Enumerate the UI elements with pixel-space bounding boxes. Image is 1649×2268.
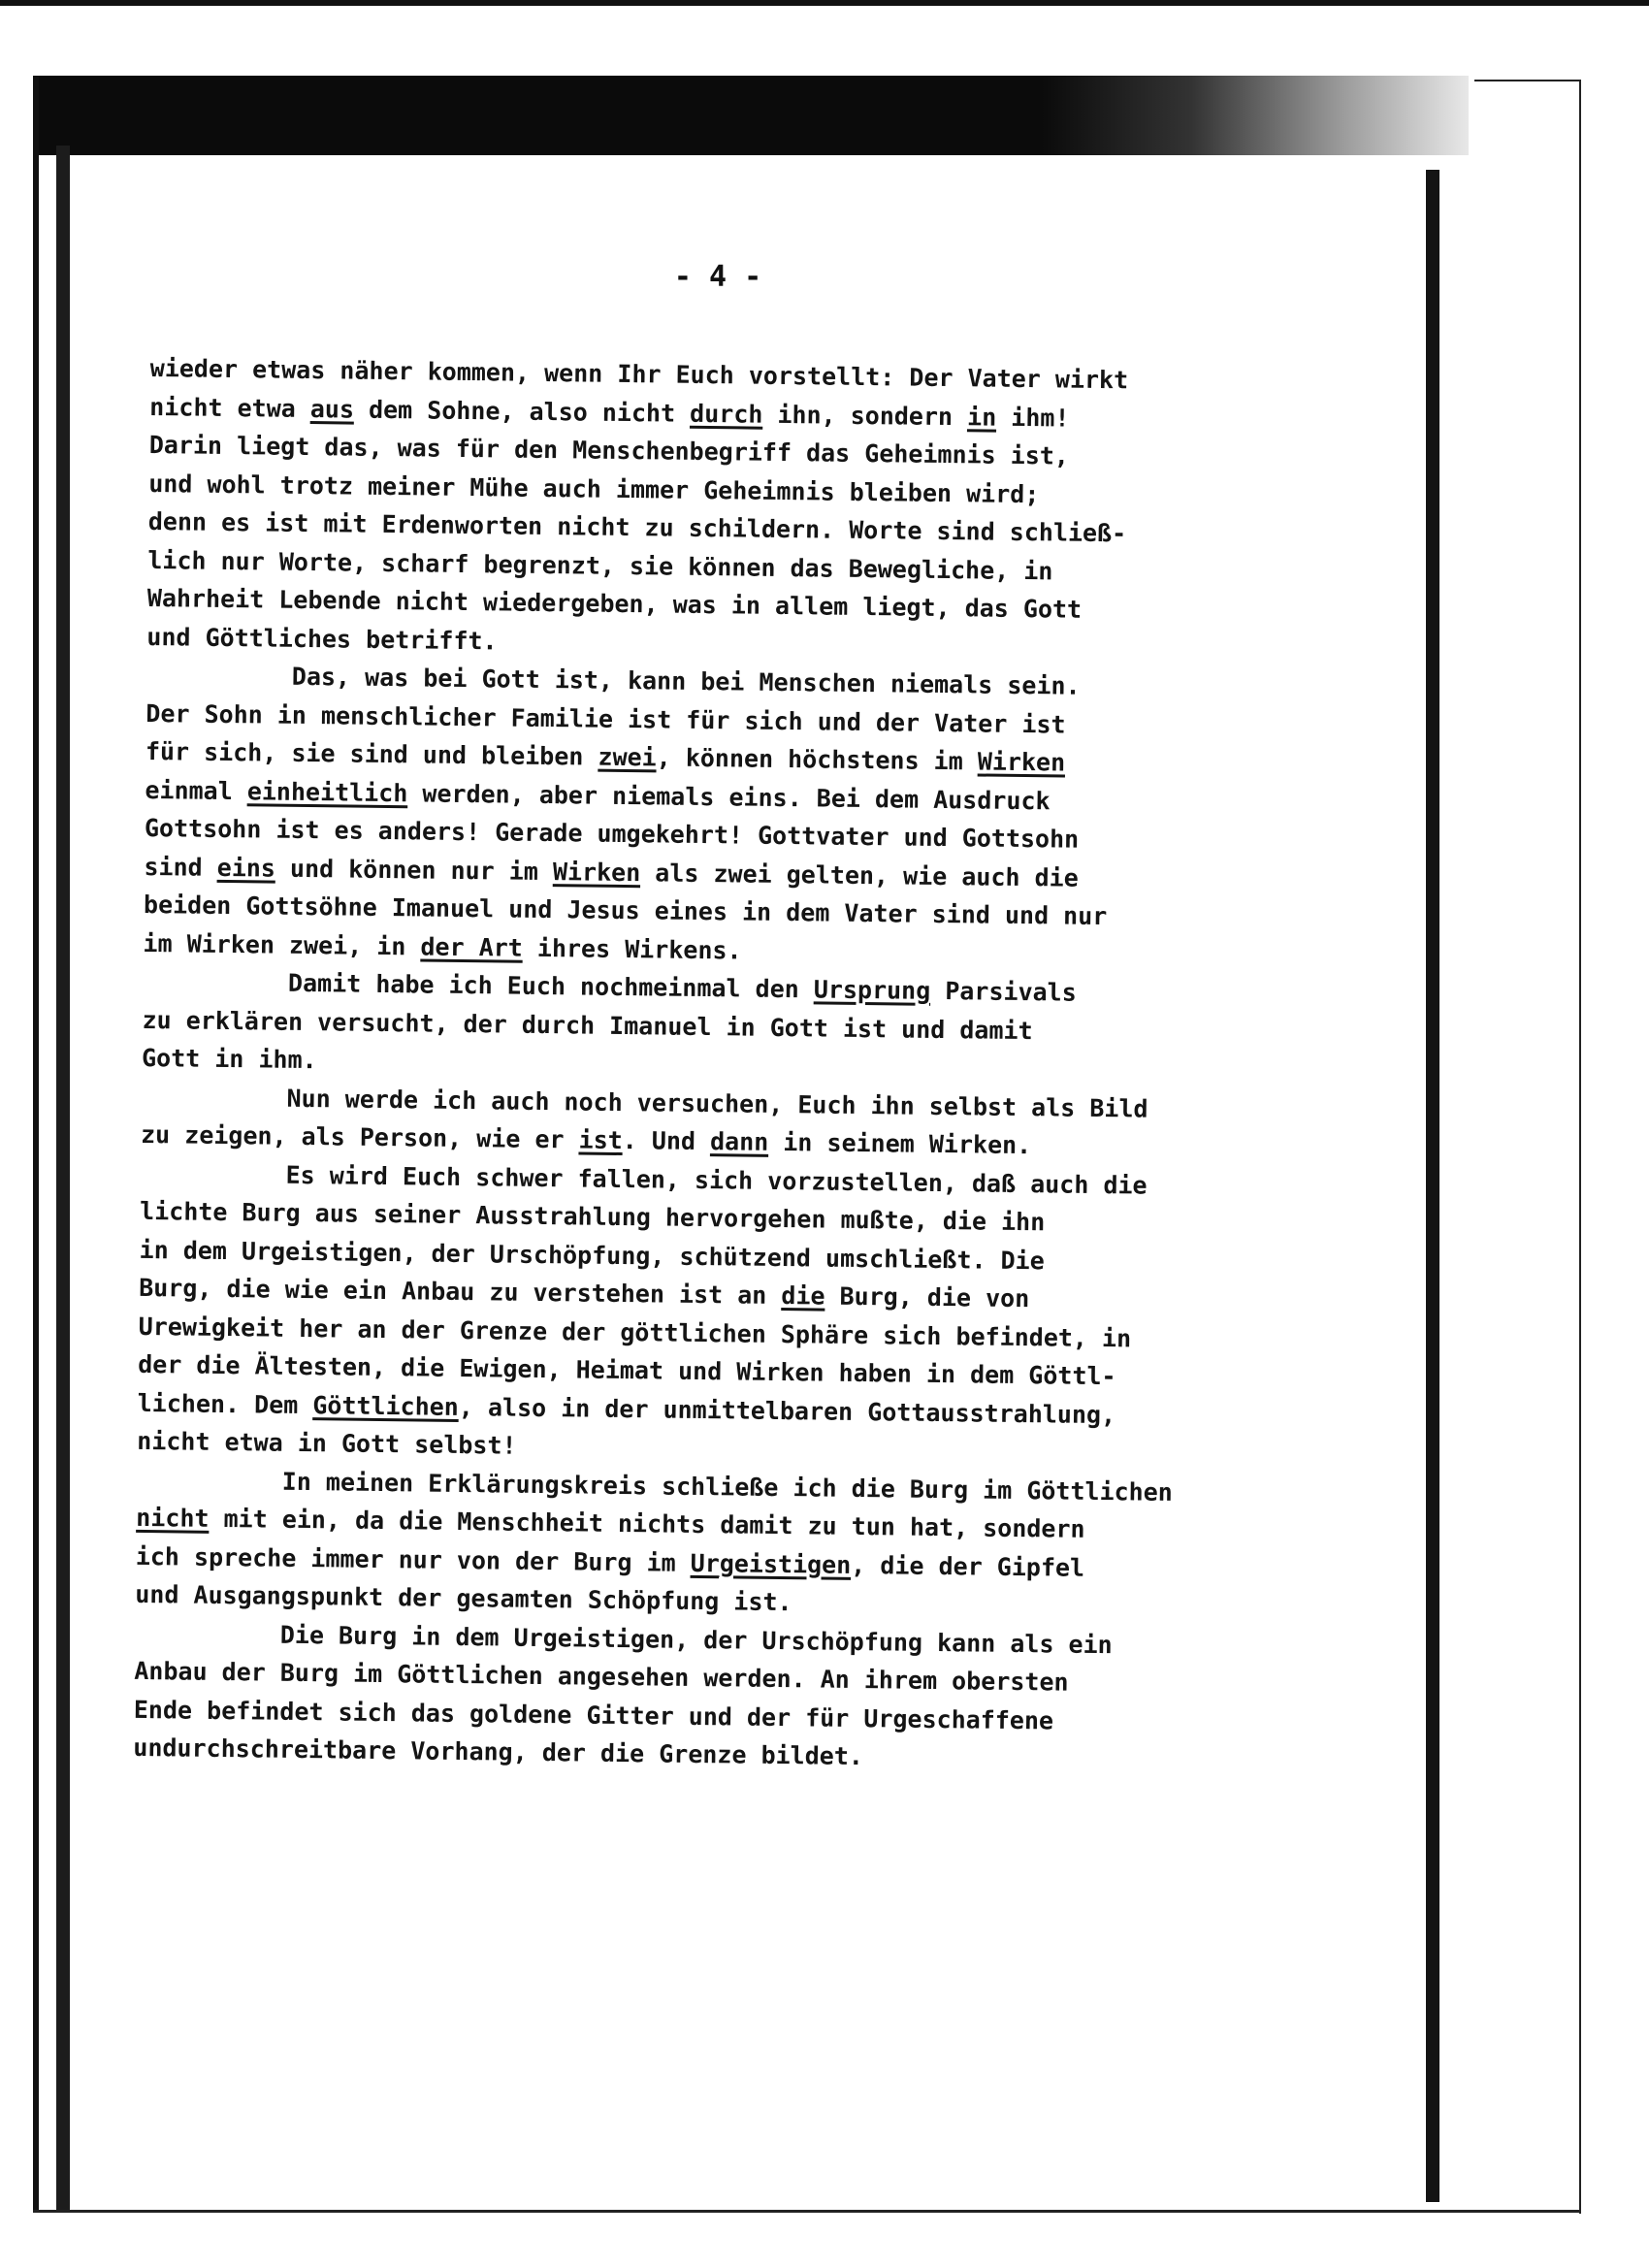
text-run: der die Ältesten, die Ewigen, Heimat und Wirken haben in dem Göttl- [138, 1349, 1116, 1391]
text-run: einmal [145, 775, 247, 805]
text-run: Das, was bei Gott ist, kann bei Menschen niemals sein. [291, 662, 1081, 700]
underlined-word: der Art [420, 931, 524, 962]
document-body [133, 349, 1440, 1783]
underlined-word: aus [309, 394, 355, 424]
text-run: und Ausgangspunkt der gesamten Schöpfung ist. [135, 1579, 792, 1617]
text-run: mit ein, da die Menschheit nichts damit zu tun hat, sondern [209, 1504, 1085, 1543]
paragraph [135, 1460, 1427, 1629]
text-run: ihres Wirkens. [522, 933, 742, 964]
text-run: ihn, sondern [762, 400, 968, 431]
text-run: und Göttliches betrifft. [146, 622, 498, 655]
text-run: Parsivals [930, 976, 1077, 1007]
text-run: Gott in ihm. [141, 1043, 317, 1075]
scan-top-rule [0, 0, 1649, 6]
scan-right-top-line [1474, 80, 1581, 81]
paragraph [146, 349, 1440, 671]
underlined-word: ist [578, 1125, 623, 1155]
text-run: . Und [622, 1126, 711, 1156]
text-run: dem Sohne, also nicht [353, 395, 691, 428]
text-run: Wahrheit Lebende nicht wiedergeben, was in allem liegt, das Gott [146, 583, 1083, 624]
underlined-word: Wirken [552, 857, 641, 887]
underlined-word: Ursprung [813, 975, 931, 1005]
text-run: zu zeigen, als Person, wie er [140, 1119, 579, 1154]
text-run: Damit habe ich Euch nochmeinmal den [287, 968, 815, 1004]
text-run: beiden Gottsöhne Imanuel und Jesus eines in dem Vater sind und nur [143, 890, 1108, 931]
text-run: in seinem Wirken. [768, 1127, 1032, 1160]
text-run: Es wird Euch schwer fallen, sich vorzustellen, daß auch die [285, 1160, 1148, 1200]
underlined-word: dann [709, 1127, 769, 1156]
text-run: lichte Burg aus seiner Ausstrahlung hervorgehen mußte, die ihn [139, 1196, 1046, 1237]
text-run: nicht etwa [149, 392, 311, 423]
text-run: Ende befindet sich das goldene Gitter und der für Urgeschaffene [133, 1695, 1054, 1734]
text-run: im Wirken zwei, in [143, 928, 421, 960]
scan-bottom-rule [33, 2210, 1581, 2213]
text-run: zu erklären versucht, der durch Imanuel in Gott ist und damit [142, 1005, 1033, 1045]
text-run: undurchschreitbare Vorhang, der die Grenze bildet. [133, 1733, 864, 1771]
scan-dark-band-fade [1042, 76, 1469, 155]
text-run: Anbau der Burg im Göttlichen angesehen werden. An ihrem obersten [134, 1656, 1069, 1697]
scan-left-edge [33, 76, 39, 2210]
paragraph [133, 1613, 1425, 1782]
underlined-word: durch [689, 399, 763, 429]
underlined-word: in [966, 402, 997, 432]
text-run: , können höchstens im [656, 743, 979, 776]
text-run: in dem Urgeistigen, der Urschöpfung, schützend umschließt. Die [139, 1235, 1045, 1275]
text-run: denn es ist mit Erdenworten nicht zu schildern. Worte sind schließ- [147, 506, 1127, 548]
underlined-word: Urgeistigen [690, 1548, 852, 1579]
underlined-word: eins [216, 853, 276, 883]
underlined-word: einheitlich [246, 776, 408, 807]
text-run: lich nur Worte, scharf begrenzt, sie können das Bewegliche, in [147, 545, 1053, 585]
text-run: für sich, sie sind und bleiben [145, 736, 598, 771]
page-number: - 4 - [673, 260, 762, 294]
text-run: Nun werde ich auch noch versuchen, Euch ihn selbst als Bild [286, 1084, 1148, 1123]
scan-right-line [1579, 80, 1581, 2214]
paragraph [143, 656, 1437, 978]
text-run: Burg, die von [824, 1281, 1030, 1313]
text-run: lichen. Dem [137, 1388, 313, 1419]
text-run: Die Burg in dem Urgeistigen, der Urschöpfung kann als ein [279, 1620, 1113, 1659]
text-run: ich spreche immer nur von der Burg im [135, 1541, 691, 1577]
text-run: werden, aber niemals eins. Bei dem Ausdruck [407, 778, 1051, 815]
text-run: Darin liegt das, was für den Menschenbegriff das Geheimnis ist, [148, 430, 1070, 470]
text-run: und können nur im [275, 854, 554, 886]
text-run: Urewigkeit her an der Grenze der göttlichen Sphäre sich befindet, in [138, 1312, 1132, 1352]
paragraph [142, 962, 1433, 1093]
scan-left-page-shadow [56, 146, 70, 2212]
text-run: sind [144, 852, 217, 882]
underlined-word: zwei [598, 742, 657, 772]
paragraph [137, 1153, 1431, 1475]
scan-dark-band [33, 76, 1042, 155]
text-run: Gottsohn ist es anders! Gerade umgekehrt! Gottvater und Gottsohn [144, 813, 1080, 854]
text-run: In meinen Erklärungskreis schließe ich die Burg im Göttlichen [281, 1467, 1174, 1507]
text-run: ihm! [996, 403, 1070, 433]
text-run: Der Sohn in menschlicher Familie ist für sich und der Vater ist [146, 698, 1066, 739]
text-run: als zwei gelten, wie auch die [640, 858, 1079, 892]
underlined-word: Göttlichen [312, 1390, 460, 1421]
underlined-word: Wirken [977, 747, 1066, 777]
text-run: nicht etwa in Gott selbst! [137, 1426, 517, 1460]
text-run: , die der Gipfel [851, 1550, 1085, 1582]
text-run: und wohl trotz meiner Mühe auch immer Geheimnis bleiben wird; [148, 469, 1040, 508]
underlined-word: nicht [136, 1503, 210, 1533]
underlined-word: die [781, 1281, 825, 1311]
text-run: , also in der unmittelbaren Gottausstrahlung, [458, 1392, 1116, 1429]
text-run: Burg, die wie ein Anbau zu verstehen ist an [139, 1273, 782, 1311]
text-run: wieder etwas näher kommen, wenn Ihr Euch vorstellt: Der Vater wirkt [149, 353, 1129, 395]
